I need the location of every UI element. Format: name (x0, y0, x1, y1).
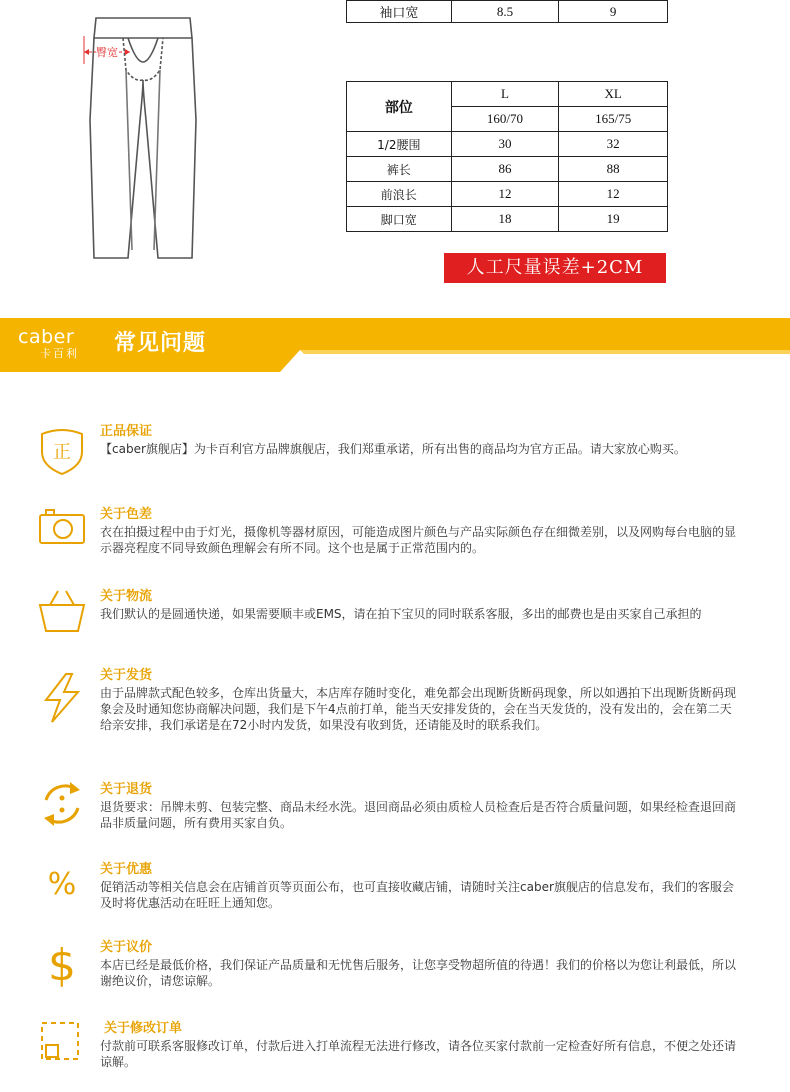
part-cell: 前浪长 (347, 182, 452, 207)
measurement-error-note: 人工尺量误差+2CM (444, 253, 666, 283)
table-row (347, 182, 668, 207)
faq-body-modify-order: 付款前可联系客服修改订单，付款后进入打单流程无法进行修改，请各位买家付款前一定检查好所有信息，不便之处还请谅解。 (100, 1039, 737, 1069)
size-xl-cell: 12 (559, 182, 668, 207)
table-row (347, 157, 668, 182)
size-table (346, 81, 668, 232)
size-xl-header: XL (559, 82, 668, 107)
table-header-row (347, 82, 668, 107)
size-l-cell: 30 (451, 132, 559, 157)
faq-body-color: 衣在拍摄过程中由于灯光，摄像机等器材原因，可能造成图片颜色与产品实际颜色存在细微差别，以及网购每台电脑的显示器亮程度不同导致颜色理解会有所不同。这个也是属于正常范围内的。 (100, 525, 737, 555)
size-l-cell: 18 (451, 207, 559, 232)
part-cell: 袖口宽 (347, 1, 452, 23)
size-xl-cell: 32 (559, 132, 668, 157)
brand-cn: 卡百利 (40, 347, 79, 360)
part-cell: 脚口宽 (347, 207, 452, 232)
size-xl-cell: 19 (559, 207, 668, 232)
return-cycle-icon (36, 778, 88, 830)
caber-logo (18, 328, 106, 368)
basket-icon (36, 585, 88, 637)
size-l-header: L (451, 82, 559, 107)
part-header: 部位 (347, 82, 452, 132)
svg-text:%: % (47, 867, 77, 902)
faq-title-color: 关于色差 (100, 507, 153, 522)
faq-title-bargain: 关于议价 (100, 940, 153, 955)
edit-order-icon (36, 1017, 88, 1069)
faq-title-returns: 关于退货 (100, 782, 153, 797)
faq-title-genuine: 正品保证 (100, 424, 153, 439)
size-xl-cell: 9 (559, 1, 668, 23)
faq-title-modify-order: 关于修改订单 (104, 1021, 183, 1036)
size-xl-cell: 88 (559, 157, 668, 182)
table-row (347, 132, 668, 157)
size-l-cell: 8.5 (451, 1, 559, 23)
camera-icon (36, 501, 88, 553)
brand-latin: caber (18, 326, 75, 348)
size-l-cell: 86 (451, 157, 559, 182)
table-row (347, 207, 668, 232)
genuine-seal-icon (36, 424, 88, 476)
size-l-spec: 160/70 (451, 107, 559, 132)
percent-icon (36, 858, 88, 910)
faq-body-bargain: 本店已经是最低价格，我们保证产品质量和无忧售后服务，让您享受物超所值的待遇！我们的价格以为您让利最低，所以谢绝议价，请您谅解。 (100, 958, 737, 988)
sleeve-table (346, 0, 668, 23)
faq-title-discount: 关于优惠 (100, 862, 153, 877)
size-l-cell: 12 (451, 182, 559, 207)
faq-body-discount: 促销活动等相关信息会在店铺首页等页面公布，也可直接收藏店铺，请随时关注caber旗舰店的信息发布，我们的客服会及时将优惠活动在旺旺上通知您。 (100, 880, 734, 910)
hip-width-label: 臀宽 (96, 46, 118, 59)
faq-body-logistics: 我们默认的是圆通快递，如果需要顺丰或EMS，请在拍下宝贝的同时联系客服，多出的邮费也是由买家自己承担的 (100, 607, 702, 621)
faq-title-logistics: 关于物流 (100, 589, 153, 604)
dollar-icon (36, 936, 88, 988)
faq-body-returns: 退货要求：吊牌未剪、包装完整、商品未经水洗。退回商品必须由质检人员检查后是否符合质量问题，如果经检查退回商品非质量问题，所有费用买家自负。 (100, 800, 737, 830)
part-cell: 裤长 (347, 157, 452, 182)
part-cell: 1/2腰围 (347, 132, 452, 157)
faq-body-shipping: 由于品牌款式配色较多，仓库出货量大，本店库存随时变化，难免都会出现断货断码现象，所以如遇拍下出现断货断码现象会及时通知您协商解决问题，我们是下午4点前打单，能当天安排发货的，会在当天发货的，没有发出的，会在第二天给亲安排，我们承诺是在72小时内发货，如果没有收到货，还请能及时的联系我们。 (100, 686, 737, 732)
faq-title: 常见问题 (114, 331, 207, 356)
svg-text:正: 正 (53, 442, 71, 463)
table-row (347, 1, 668, 23)
svg-text:$: $ (48, 940, 76, 988)
lightning-icon (36, 672, 88, 724)
size-xl-spec: 165/75 (559, 107, 668, 132)
pants-illustration (78, 0, 218, 270)
faq-title-shipping: 关于发货 (100, 668, 153, 683)
faq-body-genuine: 【caber旗舰店】为卡百利官方品牌旗舰店，我们郑重承诺，所有出售的商品均为官方正品。请大家放心购买。 (100, 442, 686, 456)
